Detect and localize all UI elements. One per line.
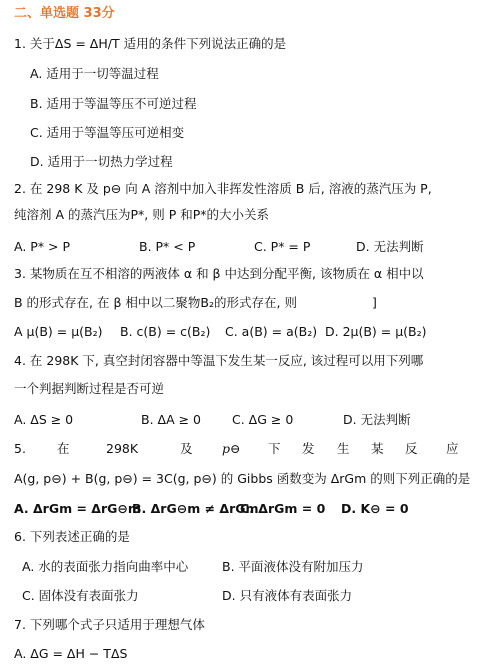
question-3-option-d: D. 2μ(B) = μ(B₂) — [325, 324, 427, 339]
question-5-word: 某 — [371, 441, 384, 456]
question-2-option-a: A. P* > P — [14, 239, 71, 254]
question-3-option-a: A μ(B) = μ(B₂) — [14, 324, 103, 339]
question-2-stem-line-2: 纯溶剂 A 的蒸汽压为P*, 则 P 和P*的大小关系 — [14, 207, 270, 222]
question-5-word: 应 — [446, 441, 459, 456]
question-5-word: 发 — [302, 441, 315, 456]
question-4-stem-line-2: 一个判据判断过程是否可逆 — [14, 381, 165, 396]
question-4-stem-line-1: 4. 在 298K 下, 真空封闭容器中等温下发生某一反应, 该过程可以用下列哪 — [14, 353, 424, 368]
question-5-option-b: B. ΔrG⊖m ≠ ΔrGm — [132, 501, 259, 516]
question-6-stem: 6. 下列表述正确的是 — [14, 529, 130, 544]
question-2-option-d: D. 无法判断 — [356, 239, 424, 254]
question-5-word: 及 — [180, 441, 193, 456]
question-5-word: p⊖ — [222, 441, 241, 456]
question-5-word: 在 — [57, 441, 70, 456]
question-5-word: 下 — [268, 441, 281, 456]
question-5-word: 反 — [405, 441, 418, 456]
question-4-option-d: D. 无法判断 — [343, 412, 411, 427]
question-5-option-a: A. ΔrGm = ΔrG⊖m — [14, 501, 141, 516]
section-title: 二、单选题 33分 — [14, 6, 115, 21]
question-2-option-c: C. P* = P — [254, 239, 311, 254]
question-2-option-b: B. P* < P — [139, 239, 196, 254]
question-5-option-d: D. K⊖ = 0 — [341, 501, 409, 516]
question-6-option-a: A. 水的表面张力指向曲率中心 — [22, 559, 189, 574]
question-3-option-c: C. a(B) = a(B₂) — [225, 324, 318, 339]
question-3-stem-line-2: B 的形式存在, 在 β 相中以二聚物B₂的形式存在, 则 — [14, 295, 297, 310]
question-1-option-c: C. 适用于等温等压可逆相变 — [30, 125, 185, 140]
question-4-option-c: C. ΔG ≥ 0 — [232, 412, 294, 427]
question-5-word: 生 — [337, 441, 350, 456]
question-3-stem-line-1: 3. 某物质在互不相溶的两液体 α 和 β 中达到分配平衡, 该物质在 α 相中以 — [14, 266, 424, 281]
question-5-word: 5. — [14, 441, 26, 456]
question-1-option-b: B. 适用于等温等压不可逆过程 — [30, 96, 197, 111]
question-6-option-c: C. 固体没有表面张力 — [22, 588, 139, 603]
question-5-option-c: C. ΔrGm = 0 — [240, 501, 326, 516]
question-5-stem-line-2: A(g, p⊖) + B(g, p⊖) = 3C(g, p⊖) 的 Gibbs 函数变为 ΔrGm 的则下列正确的是 — [14, 471, 471, 486]
question-4-option-a: A. ΔS ≥ 0 — [14, 412, 74, 427]
question-5-word: 298K — [106, 441, 139, 456]
question-6-option-b: B. 平面液体没有附加压力 — [222, 559, 364, 574]
question-1-option-d: D. 适用于一切热力学过程 — [30, 154, 173, 169]
question-3-answer-bracket: ] — [372, 295, 377, 310]
question-1-stem: 1. 关于ΔS = ΔH/T 适用的条件下列说法正确的是 — [14, 36, 287, 51]
question-7-option-a: A. ΔG = ΔH − TΔS — [14, 646, 128, 661]
question-2-stem-line-1: 2. 在 298 K 及 p⊖ 向 A 溶剂中加入非挥发性溶质 B 后, 溶液的蒸汽压为 P, — [14, 181, 432, 196]
question-1-option-a: A. 适用于一切等温过程 — [30, 66, 159, 81]
question-6-option-d: D. 只有液体有表面张力 — [222, 588, 353, 603]
question-7-stem: 7. 下列哪个式子只适用于理想气体 — [14, 617, 205, 632]
question-3-option-b: B. c(B) = c(B₂) — [120, 324, 211, 339]
question-4-option-b: B. ΔA ≥ 0 — [141, 412, 201, 427]
